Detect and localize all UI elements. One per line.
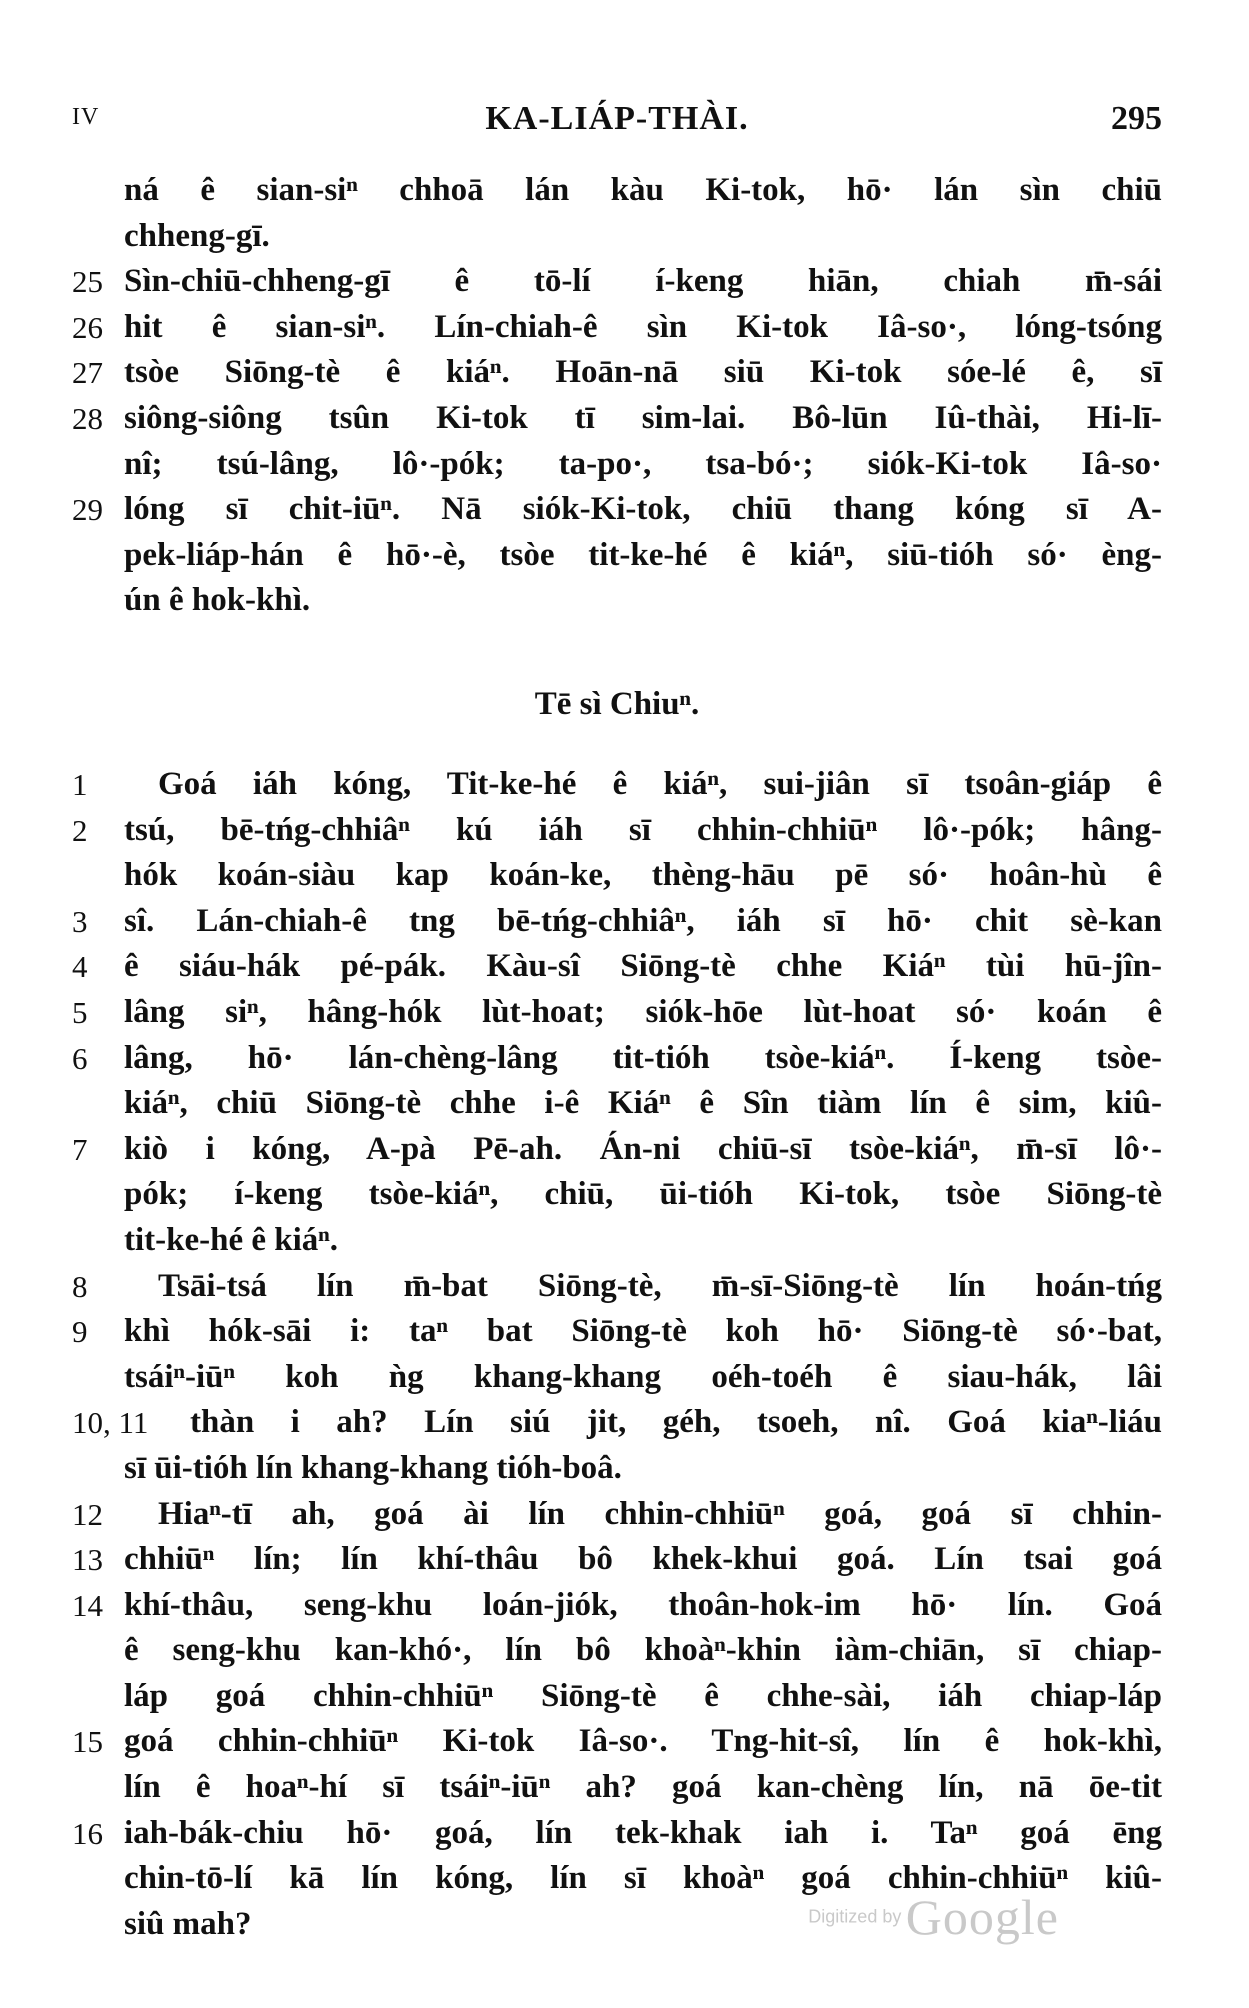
line-text: tit-ke-hé ê kiáⁿ. xyxy=(124,1221,339,1258)
line-text: Tsāi-tsá lín m̄-bat Siōng-tè, m̄-sī-Siōng-tè lín hoán-tńg xyxy=(158,1267,1162,1304)
verse-number: 8 xyxy=(72,1268,88,1304)
verse-number: 28 xyxy=(72,400,103,436)
text-line xyxy=(72,762,1162,808)
line-text: láp goá chhin-chhiūⁿ Siōng-tè ê chhe-sài, iáh chiap-láp xyxy=(124,1677,1162,1714)
verse-number: 9 xyxy=(72,1314,88,1350)
line-text: ê seng-khu kan-khó·, lín bô khoàⁿ-khin iàm-chiān, sī chiap- xyxy=(124,1632,1162,1669)
verse-number: 5 xyxy=(72,994,88,1030)
line-text: Sìn-chiū-chheng-gī ê tō-lí í-keng hiān, chiah m̄-sái xyxy=(124,263,1162,300)
text-line xyxy=(72,853,1162,899)
text-line xyxy=(72,1628,1162,1674)
verse-number: 13 xyxy=(72,1542,103,1578)
text-line xyxy=(72,1446,1162,1492)
text-line xyxy=(72,168,1162,214)
verse-number: 10, 11 xyxy=(72,1405,149,1441)
running-title: KA-LIÁP-THÀI. xyxy=(485,100,749,137)
line-text: ná ê sian-siⁿ chhoā lán kàu Ki-tok, hō· lán sìn chiū xyxy=(124,172,1162,208)
text-line xyxy=(72,533,1162,579)
text-line xyxy=(72,1400,1162,1446)
line-text: sī ūi-tióh lín khang-khang tióh-boâ. xyxy=(124,1449,622,1486)
verse-number: 12 xyxy=(72,1496,103,1532)
text-line xyxy=(72,578,1162,624)
line-text: chheng-gī. xyxy=(124,217,270,254)
text-block-chapter-4 xyxy=(72,762,1162,1947)
google-logo: Google xyxy=(905,1889,1059,1945)
verse-number: 25 xyxy=(72,264,103,300)
text-block-verses-24-29 xyxy=(72,168,1162,624)
line-text: hit ê sian-siⁿ. Lín-chiah-ê sìn Ki-tok Iâ-so·, lóng-tsóng xyxy=(124,308,1162,345)
text-line xyxy=(72,305,1162,351)
verse-number: 2 xyxy=(72,812,88,848)
line-text: Hiaⁿ-tī ah, goá ài lín chhin-chhiūⁿ goá, goá sī chhin- xyxy=(158,1495,1162,1532)
watermark-prefix: Digitized by xyxy=(808,1906,902,1927)
line-text: pek-liáp-hán ê hō·-è, tsòe tit-ke-hé ê kiáⁿ, siū-tióh só· èng- xyxy=(124,536,1162,573)
line-text: chhiūⁿ lín; lín khí-thâu bô khek-khui goá. Lín tsai goá xyxy=(124,1541,1162,1578)
line-text: kiò i kóng, A-pà Pē-ah. Án-ni chiū-sī tsòe-kiáⁿ, m̄-sī lô·- xyxy=(124,1130,1162,1167)
line-text: hók koán-siàu kap koán-ke, thèng-hāu pē só· hoân-hù ê xyxy=(124,857,1162,894)
line-text: tsòe Siōng-tè ê kiáⁿ. Hoān-nā siū Ki-tok sóe-lé ê, sī xyxy=(124,354,1162,391)
line-text: lóng sī chit-iūⁿ. Nā siók-Ki-tok, chiū thang kóng sī A- xyxy=(124,491,1162,528)
text-line xyxy=(72,1765,1162,1811)
text-line xyxy=(72,899,1162,945)
line-text: siû mah? xyxy=(124,1905,252,1942)
line-text: lín ê hoaⁿ-hí sī tsáiⁿ-iūⁿ ah? goá kan-chèng lín, nā ōe-tit xyxy=(124,1769,1162,1806)
verse-number: 14 xyxy=(72,1587,103,1623)
text-line xyxy=(72,396,1162,442)
text-line xyxy=(72,1127,1162,1173)
line-text: khí-thâu, seng-khu loán-jiók, thoân-hok-im hō· lín. Goá xyxy=(124,1586,1162,1623)
text-line xyxy=(72,1674,1162,1720)
text-line xyxy=(72,1811,1162,1857)
line-text: siông-siông tsûn Ki-tok tī sim-lai. Bô-lūn Iû-thài, Hi-lī- xyxy=(124,399,1162,436)
verse-number: 6 xyxy=(72,1040,88,1076)
line-text: tsáiⁿ-iūⁿ koh ǹg khang-khang oéh-toéh ê siau-hák, lâi xyxy=(124,1358,1162,1395)
text-line xyxy=(72,1218,1162,1264)
digitized-watermark xyxy=(808,1888,1059,1946)
text-line xyxy=(72,1492,1162,1538)
verse-number: 4 xyxy=(72,949,88,985)
line-text: kiáⁿ, chiū Siōng-tè chhe i-ê Kiáⁿ ê Sîn tiàm lín ê sim, kiû- xyxy=(124,1085,1162,1122)
text-line xyxy=(72,1583,1162,1629)
line-text: ê siáu-hák pé-pák. Kàu-sî Siōng-tè chhe Kiáⁿ tùi hū-jîn- xyxy=(124,948,1162,985)
line-text: sî. Lán-chiah-ê tng bē-tńg-chhiâⁿ, iáh sī hō· chit sè-kan xyxy=(124,902,1162,939)
text-line xyxy=(72,944,1162,990)
text-line xyxy=(72,1537,1162,1583)
line-text: tsú, bē-tńg-chhiâⁿ kú iáh sī chhin-chhiūⁿ lô·-pók; hâng- xyxy=(124,811,1162,848)
text-line xyxy=(72,259,1162,305)
text-line xyxy=(72,1719,1162,1765)
text-line xyxy=(72,442,1162,488)
text-line xyxy=(72,1036,1162,1082)
verse-number: 29 xyxy=(72,492,103,528)
verse-number: 27 xyxy=(72,355,103,391)
text-line xyxy=(72,350,1162,396)
line-text: thàn i ah? Lín siú jit, géh, tsoeh, nî. Goá kiaⁿ-liáu xyxy=(190,1404,1162,1441)
verse-number: 26 xyxy=(72,309,103,345)
text-line xyxy=(72,487,1162,533)
verse-number: 3 xyxy=(72,903,88,939)
line-text: Goá iáh kóng, Tit-ke-hé ê kiáⁿ, sui-jiân sī tsoân-giáp ê xyxy=(158,766,1162,802)
line-text: goá chhin-chhiūⁿ Ki-tok Iâ-so·. Tng-hit-sî, lín ê hok-khì, xyxy=(124,1723,1162,1760)
verse-number: 16 xyxy=(72,1815,103,1851)
verse-number: 15 xyxy=(72,1724,103,1760)
line-text: iah-bák-chiu hō· goá, lín tek-khak iah i. Taⁿ goá ēng xyxy=(124,1814,1162,1851)
verse-number: 7 xyxy=(72,1131,88,1167)
line-text: lâng, hō· lán-chèng-lâng tit-tióh tsòe-kiáⁿ. Í-keng tsòe- xyxy=(124,1039,1162,1076)
text-line xyxy=(72,1355,1162,1401)
line-text: ún ê hok-khì. xyxy=(124,582,311,619)
line-text: lâng siⁿ, hâng-hók lùt-hoat; siók-hōe lùt-hoat só· koán ê xyxy=(124,993,1162,1030)
text-line xyxy=(72,808,1162,854)
line-text: khì hók-sāi i: taⁿ bat Siōng-tè koh hō· Siōng-tè só·-bat, xyxy=(124,1313,1162,1350)
line-text: nî; tsú-lâng, lô·-pók; ta-po·, tsa-bó·; siók-Ki-tok Iâ-so· xyxy=(124,445,1162,482)
text-line xyxy=(72,990,1162,1036)
text-line xyxy=(72,214,1162,260)
page-number: 295 xyxy=(1111,100,1162,137)
verse-number: 1 xyxy=(72,767,88,802)
text-line xyxy=(72,1264,1162,1310)
text-line xyxy=(72,1172,1162,1218)
running-head xyxy=(72,100,1162,144)
section-numeral: IV xyxy=(72,104,100,130)
text-line xyxy=(72,1081,1162,1127)
chapter-heading: Tē sì Chiuⁿ. xyxy=(534,686,700,722)
line-text: pók; í-keng tsòe-kiáⁿ, chiū, ūi-tióh Ki-tok, tsòe Siōng-tè xyxy=(124,1176,1162,1213)
text-line xyxy=(72,1309,1162,1355)
line-text: chin-tō-lí kā lín kóng, lín sī khoàⁿ goá chhin-chhiūⁿ kiû- xyxy=(124,1860,1162,1897)
